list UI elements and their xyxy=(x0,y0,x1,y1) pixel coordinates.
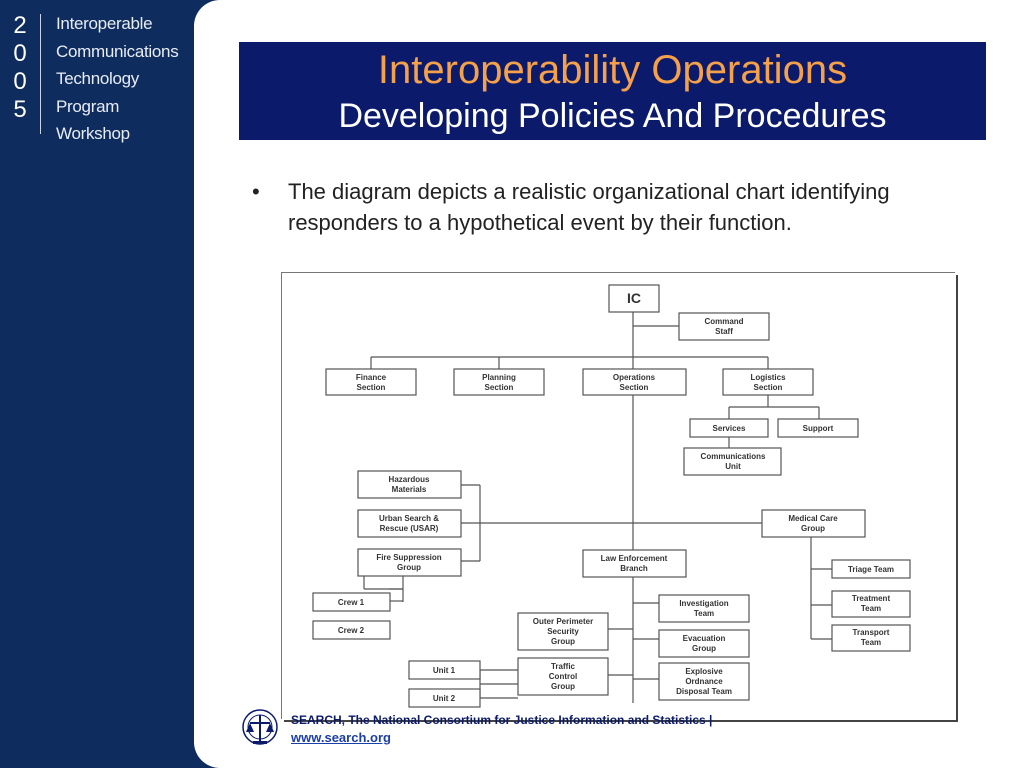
node-planning-section xyxy=(454,369,544,395)
svg-text:Control: Control xyxy=(548,672,578,681)
node-crew-1 xyxy=(313,593,390,611)
year-digit: 2 xyxy=(13,12,27,39)
svg-text:Outer Perimeter: Outer Perimeter xyxy=(532,617,594,626)
node-hazardous-materials xyxy=(358,471,461,498)
svg-text:Medical Care: Medical Care xyxy=(788,514,838,523)
svg-text:Team: Team xyxy=(860,604,882,613)
year-digit: 5 xyxy=(13,96,27,123)
node-support xyxy=(778,419,858,437)
node-ic xyxy=(609,285,659,312)
svg-text:Group: Group xyxy=(801,524,825,533)
svg-text:Section: Section xyxy=(619,383,649,392)
node-services xyxy=(690,419,768,437)
node-treatment-team xyxy=(832,591,910,617)
svg-text:Treatment: Treatment xyxy=(851,594,891,603)
node-evacuation-group xyxy=(659,630,749,657)
svg-text:Fire Suppression: Fire Suppression xyxy=(376,553,442,562)
year-label xyxy=(10,12,30,124)
search-logo-icon xyxy=(239,705,281,755)
node-fire-suppression xyxy=(358,549,461,576)
node-communications-unit xyxy=(684,448,781,475)
footer-link[interactable]: www.search.org xyxy=(291,730,391,745)
sidebar-divider xyxy=(40,14,41,134)
sidebar xyxy=(0,0,200,768)
svg-text:Operations: Operations xyxy=(612,373,656,382)
node-crew-2 xyxy=(313,621,390,639)
svg-text:Explosive: Explosive xyxy=(685,667,723,676)
svg-text:Group: Group xyxy=(551,637,575,646)
program-name xyxy=(56,10,178,148)
svg-text:Group: Group xyxy=(397,563,421,572)
node-explosive-ordnance xyxy=(659,663,749,700)
node-unit-2 xyxy=(409,689,480,707)
svg-text:Staff: Staff xyxy=(715,327,733,336)
node-traffic-control xyxy=(518,658,608,695)
title-banner xyxy=(239,42,986,140)
svg-text:Rescue (USAR): Rescue (USAR) xyxy=(379,524,439,533)
svg-text:Materials: Materials xyxy=(391,485,427,494)
bullet-text: The diagram depicts a realistic organizational chart identifying responders to a hypothetical event by their function. xyxy=(288,179,890,235)
slide-title: Interoperability Operations xyxy=(377,48,848,92)
node-outer-perimeter xyxy=(518,613,608,650)
svg-text:Ordnance: Ordnance xyxy=(685,677,723,686)
node-unit-1 xyxy=(409,661,480,679)
program-line: Interoperable xyxy=(56,14,153,33)
org-chart-diagram xyxy=(282,273,956,720)
svg-text:Command: Command xyxy=(704,317,744,326)
program-line: Technology xyxy=(56,69,140,88)
node-investigation-team xyxy=(659,595,749,622)
node-medical-care xyxy=(762,510,865,537)
node-command-staff xyxy=(679,313,769,340)
svg-text:Urban Search &: Urban Search & xyxy=(378,514,440,523)
program-line: Workshop xyxy=(56,124,130,143)
svg-text:Section: Section xyxy=(356,383,386,392)
svg-text:Unit 1: Unit 1 xyxy=(432,666,456,675)
svg-text:Team: Team xyxy=(860,638,882,647)
svg-text:Evacuation: Evacuation xyxy=(682,634,726,643)
node-ic-label: IC xyxy=(627,290,641,306)
svg-text:Crew 2: Crew 2 xyxy=(337,626,365,635)
node-triage-team xyxy=(832,560,910,578)
year-digit: 0 xyxy=(13,40,27,67)
svg-text:Services: Services xyxy=(712,424,746,433)
svg-text:Disposal Team: Disposal Team xyxy=(676,687,732,696)
org-chart-svg xyxy=(282,273,956,720)
node-logistics-section xyxy=(723,369,813,395)
svg-text:Security: Security xyxy=(547,627,579,636)
svg-text:Support: Support xyxy=(802,424,834,433)
svg-text:Traffic: Traffic xyxy=(550,662,576,671)
node-transport-team xyxy=(832,625,910,651)
program-line: Program xyxy=(56,96,120,116)
svg-text:Hazardous: Hazardous xyxy=(388,475,430,484)
svg-text:Section: Section xyxy=(753,383,783,392)
node-operations-section xyxy=(583,369,686,395)
bullet-icon: • xyxy=(252,179,260,204)
svg-text:Finance: Finance xyxy=(355,373,387,382)
program-line: Communications xyxy=(56,41,179,61)
svg-text:Unit 2: Unit 2 xyxy=(432,694,456,703)
svg-text:Group: Group xyxy=(692,644,716,653)
svg-text:Section: Section xyxy=(484,383,514,392)
node-usar xyxy=(358,510,461,537)
node-law-enforcement xyxy=(583,550,686,577)
svg-text:Logistics: Logistics xyxy=(750,373,786,382)
year-digit: 0 xyxy=(13,68,27,95)
svg-text:Triage Team: Triage Team xyxy=(847,565,895,574)
svg-text:Branch: Branch xyxy=(620,564,648,573)
svg-text:Investigation: Investigation xyxy=(679,599,729,608)
svg-text:Communications: Communications xyxy=(700,452,766,461)
svg-text:Crew 1: Crew 1 xyxy=(337,598,365,607)
slide-subtitle: Developing Policies And Procedures xyxy=(338,97,887,135)
footer-organization: SEARCH, The National Consortium for Justice Information and Statistics | xyxy=(291,713,713,727)
svg-text:Team: Team xyxy=(693,609,715,618)
svg-text:Transport: Transport xyxy=(852,628,890,637)
svg-text:Planning: Planning xyxy=(482,373,516,382)
node-finance-section xyxy=(326,369,416,395)
svg-text:Unit: Unit xyxy=(725,462,741,471)
svg-text:Group: Group xyxy=(551,682,575,691)
svg-text:Law Enforcement: Law Enforcement xyxy=(600,554,668,563)
